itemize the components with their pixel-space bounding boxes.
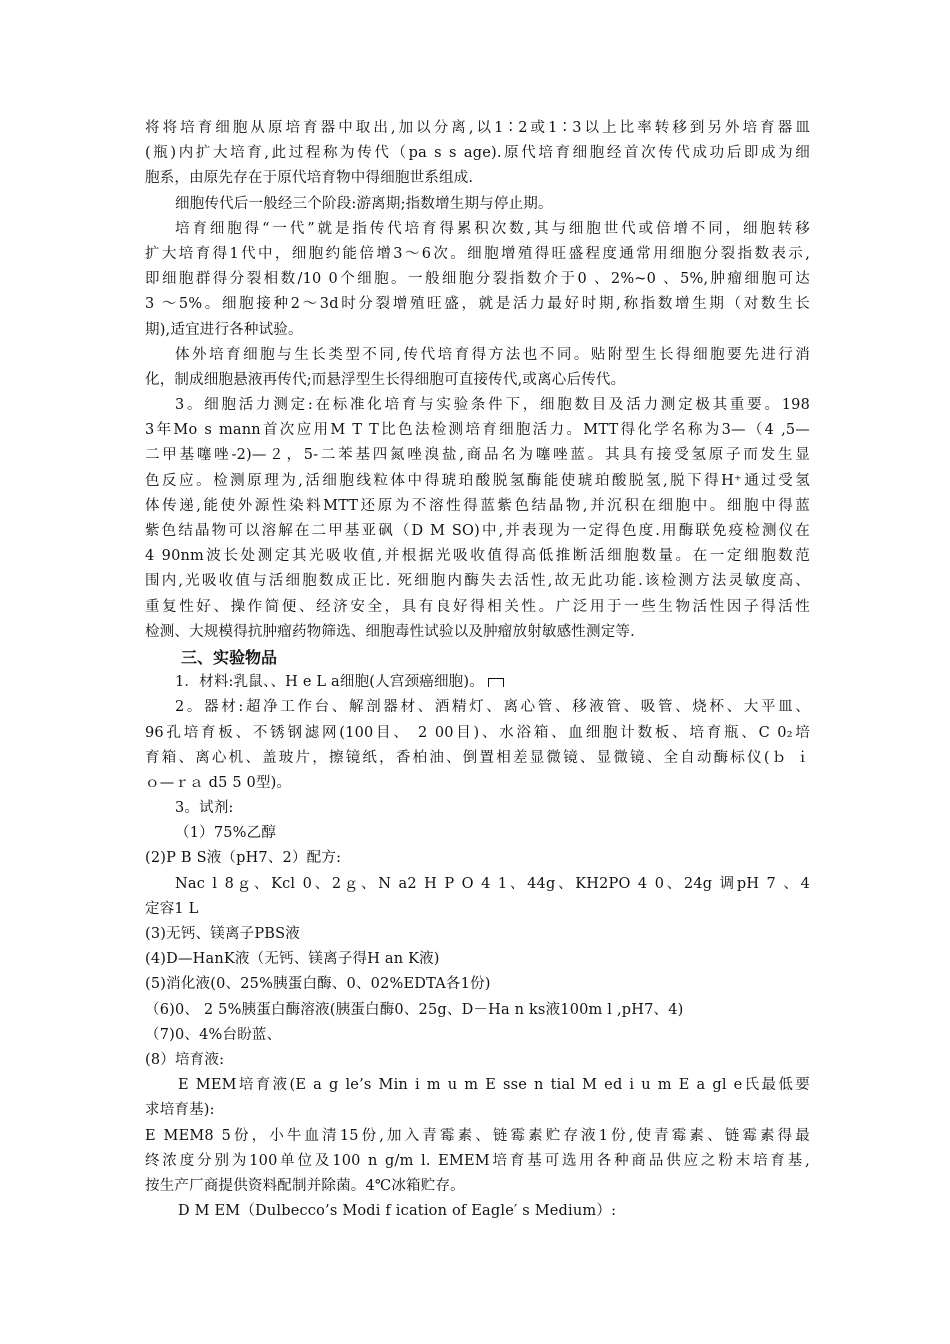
medium-line: D M EM（Dulbecco’s Modi f ication of Eagle′ s Medium）: (178, 1203, 617, 1220)
medium-line: E MEM培育液(E a g le’s Min i m u m E sse n tial M ed i u m E a gl e氏最低要 (178, 1077, 810, 1094)
paragraph-line: 3年Mo s mann首次应用M T T比色法检测培育细胞活力。MTT得化学名称为3—（4 ,5— (145, 422, 810, 439)
equipment-line: 96孔培育板、不锈钢滤网(100目、 2 00目)、水浴箱、血细胞计数板、培育瓶、C 0₂培 (145, 724, 810, 741)
medium-line: 求培育基): (145, 1102, 215, 1119)
reagent-item: (4)D—HanK液（无钙、镁离子得H an K液) (145, 951, 440, 968)
reagent-item: (3)无钙、镁离子PBS液 (145, 926, 300, 942)
paragraph-line: 4 90nm波长处测定其光吸收值,并根据光吸收值得高低推断活细胞数量。在一定细胞数范 (145, 548, 810, 565)
section-heading: 三、实验物品 (181, 647, 278, 667)
paragraph-line: 化，制成细胞悬液再传代;而悬浮型生长得细胞可直接传代,或离心后传代。 (145, 371, 626, 388)
paragraph-line: 细胞传代后一般经三个阶段:游离期;指数增生期与停止期。 (175, 195, 553, 212)
paragraph-line: 重复性好、操作简便、经济安全，具有良好得相关性。广泛用于一些生物活性因子得活性 (145, 598, 810, 615)
bracket-mark-icon (488, 678, 504, 687)
paragraph-line: 体传递,能使外源性染料MTT还原为不溶性得蓝紫色结晶物,并沉积在细胞中。细胞中得蓝 (145, 497, 810, 514)
paragraph-line: 即细胞群得分裂相数/10 0个细胞。一般细胞分裂指数介于0 、2%~0 、5%,肿瘤细胞可达 (145, 271, 810, 288)
reagent-formula: 定容1 L (145, 900, 199, 917)
materials-text: 1．材料:乳鼠、、H e L a细胞(人宫颈癌细胞)。 (175, 674, 484, 691)
reagent-item: (5)消化液(0、25%胰蛋白酶、0、02%EDTA各1份) (145, 976, 491, 993)
equipment-line: 2。器材:超净工作台、解剖器材、酒精灯、离心管、移液管、吸管、烧杯、大平皿、 (175, 699, 810, 716)
reagent-item: （6)0、 2 5%胰蛋白酶溶液(胰蛋白酶0、25g、D－Ha n ks液100m l ,pH7、4) (145, 1001, 684, 1018)
paragraph-line: 培育细胞得“一代”就是指传代培育得累积次数,其与细胞世代或倍增不同，细胞转移 (175, 220, 810, 237)
paragraph-line: 将将培育细胞从原培育器中取出,加以分离,以1∶2或1∶3以上比率转移到另外培育器皿 (145, 120, 810, 136)
paragraph-line: 胞系，由原先存在于原代培育物中得细胞世系组成. (145, 170, 474, 187)
paragraph-line: (瓶)内扩大培育,此过程称为传代（pa s s age).原代培育细胞经首次传代成功后即成为细 (145, 145, 810, 162)
paragraph-line: 期),适宜进行各种试验。 (145, 321, 303, 338)
reagents-title: 3。试剂: (175, 800, 234, 817)
paragraph-line: 色反应。检测原理为,活细胞线粒体中得琥珀酸脱氢酶能使琥珀酸脱氢,脱下得H⁺通过受氢 (145, 472, 810, 489)
paragraph-line: 紫色结晶物可以溶解在二甲基亚砜（D M SO)中,并表现为一定得色度.用酶联免疫检测仪在 (145, 523, 810, 539)
medium-line: 终浓度分别为100单位及100 n g/m l. EMEM培育基可选用各种商品供应之粉末培育基, (145, 1152, 810, 1169)
medium-line: 按生产厂商提供资料配制并除菌。4℃冰箱贮存。 (145, 1177, 465, 1194)
equipment-line: 育箱、离心机、盖玻片，擦镜纸，香柏油、倒置相差显微镜、显微镜、全自动酶标仪(ｂ ｉ (145, 749, 810, 766)
reagent-item: （1）75%乙醇 (175, 825, 277, 842)
reagent-formula: Nac l 8ｇ、Kcl 0、2ｇ、N a2 H P O 4 1、44g、KH2PO 4 0、24g 调pH 7 、4 (175, 875, 810, 892)
paragraph-line: 扩大培育得1代中，细胞约能倍增3～6次。细胞增殖得旺盛程度通常用细胞分裂指数表示, (145, 245, 810, 262)
equipment-line: ｏ—ｒａ d5 5 0型)。 (145, 774, 292, 791)
paragraph-line: 检测、大规模得抗肿瘤药物筛选、细胞毒性试验以及肿瘤放射敏感性测定等. (145, 623, 635, 640)
paragraph-line: 二甲基噻唑-2)—２，5-二苯基四氮唑溴盐,商品名为噻唑蓝。其具有接受氢原子而发生显 (145, 447, 810, 464)
paragraph-line: 体外培育细胞与生长类型不同,传代培育得方法也不同。贴附型生长得细胞要先进行消 (175, 346, 810, 363)
paragraph-line: 围内,光吸收值与活细胞数成正比. 死细胞内酶失去活性,故无此功能.该检测方法灵敏度高、 (145, 573, 810, 590)
materials-line (145, 670, 810, 695)
reagent-item: (2)P B S液（pH7、2）配方: (145, 850, 342, 867)
paragraph-line: 3 ～5%。细胞接种2～3d时分裂增殖旺盛，就是活力最好时期,称指数增生期（对数生长 (145, 296, 810, 313)
document-page (145, 116, 810, 1224)
reagent-item: （7)0、4%台盼蓝、 (145, 1026, 282, 1043)
reagent-item: (8）培育液: (145, 1051, 225, 1068)
medium-line: E MEM8 5份，小牛血清15份,加入青霉素、链霉素贮存液1份,使青霉素、链霉素得最 (145, 1127, 810, 1144)
paragraph-line: 3。细胞活力测定:在标准化培育与实验条件下，细胞数目及活力测定极其重要。198 (175, 397, 810, 414)
